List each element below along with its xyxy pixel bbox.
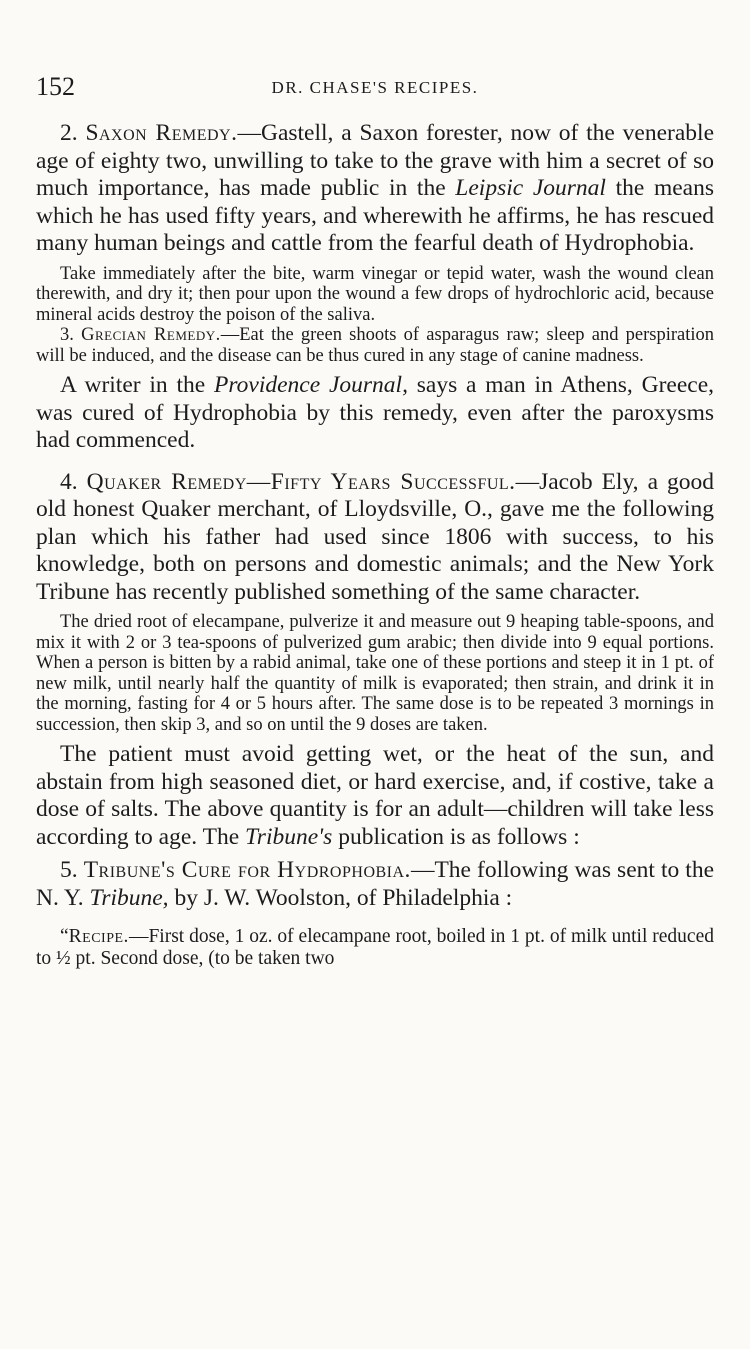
journal-name: Providence Journal, <box>214 372 408 398</box>
newspaper-name: Tribune, <box>89 884 169 911</box>
paragraph-grecian-remedy: 3. Grecian Remedy.—Eat the green shoots of asparagus raw; sleep and perspiration will be induced, and the disease can be thus cured in any stage of canine madness. <box>36 325 715 366</box>
recipe-title: Tribune's Cure for Hydrophobia. <box>83 857 411 883</box>
running-header <box>36 72 714 106</box>
recipe-title: Grecian Remedy. <box>81 325 221 345</box>
recipe-title: Recipe. <box>68 926 129 947</box>
paragraph-patient-care: The patient must avoid getting wet, or the heat of the sun, and abstain from high seasoned diet, or hard exercise, and, if costive, take a dose of salts. The above quantity is for an adult—children will take less according to age. The Tribune's publication is as follows : <box>36 741 714 850</box>
paragraph-saxon-directions: Take immediately after the bite, warm vinegar or tepid water, wash the wound clean therewith, and dry it; then pour upon the wound a few drops of hydrochloric acid, because mineral acids destroy the poison of the saliva. <box>36 263 714 325</box>
recipe-title: Quaker Remedy—Fifty Years Successful. <box>86 468 516 495</box>
recipe-number: 4. <box>60 468 78 495</box>
page-number: 152 <box>36 72 75 101</box>
recipe-number: 5. <box>60 857 78 883</box>
paragraph-saxon-remedy: 2. Saxon Remedy.—Gastell, a Saxon forester, now of the venerable age of eighty two, unwilling to take to the grave with him a secret of so much importance, has made public in the Leipsic Journal the means which he has used fifty years, and wherewith he affirms, he has rescued many human beings and cattle from the fearful death of Hydrophobia. <box>36 120 714 256</box>
newspaper-name: Tribune's <box>245 823 333 850</box>
recipe-number: 2. <box>60 120 78 146</box>
book-page <box>36 72 714 970</box>
running-title: DR. CHASE'S RECIPES. <box>271 78 479 97</box>
paragraph-elecampane-directions: The dried root of elecampane, pulverize it and measure out 9 heaping table-spoons, and mix it with 2 or 3 tea-spoons of pulverized gum arabic; then divide into 9 equal portions. When a person is bitten by a rabid animal, take one of these portions and steep it in 1 pt. of new milk, until nearly half the quantity of milk is evaporated; then strain, and drink it in the morning, fasting for 4 or 5 hours after. The same dose is to be repeated 3 mornings in succession, then skip 3, and so on until the 9 doses are taken. <box>36 612 714 735</box>
recipe-title: Saxon Remedy. <box>85 120 238 146</box>
journal-name: Leipsic Journal <box>455 175 606 201</box>
paragraph-quaker-remedy: 4. Quaker Remedy—Fifty Years Successful.—Jacob Ely, a good old honest Quaker merchant, of Lloydsville, O., gave me the following plan which his father had used since 1806 with success, to his knowledge, both on persons and domestic animals; and the New York Tribune has recently published something of the same character. <box>36 468 715 605</box>
paragraph-providence-journal: A writer in the Providence Journal, says a man in Athens, Greece, was cured of Hydrophobia by this remedy, even after the paroxysms had commenced. <box>36 372 715 453</box>
paragraph-tribune-cure: 5. Tribune's Cure for Hydrophobia.—The following was sent to the N. Y. Tribune, by J. W. Woolston, of Philadelphia : <box>36 857 715 911</box>
paragraph-recipe-quote: “Recipe.—First dose, 1 oz. of elecampane root, boiled in 1 pt. of milk until reduced to ½ pt. Second dose, (to be taken two <box>36 926 714 969</box>
recipe-number: 3. <box>60 325 74 345</box>
